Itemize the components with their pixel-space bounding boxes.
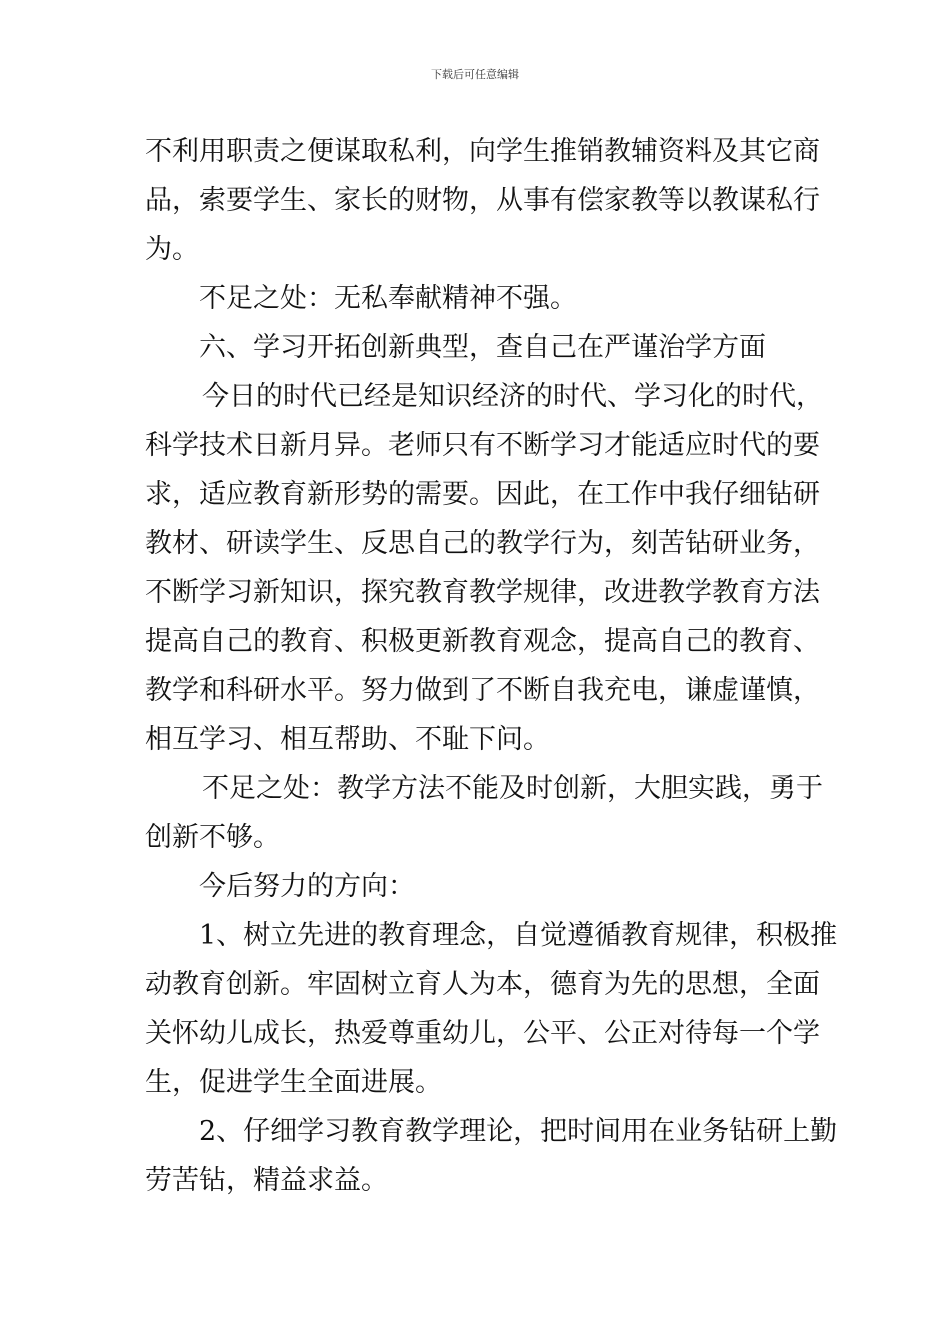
text-line: 关怀幼儿成长，热爱尊重幼儿，公平、公正对待每一个学 bbox=[145, 1018, 820, 1049]
text-line: 创新不够。 bbox=[145, 822, 280, 853]
text-line: 今后努力的方向： bbox=[199, 871, 415, 902]
text-line: 为。 bbox=[145, 234, 199, 265]
text-line: 求，适应教育新形势的需要。因此，在工作中我仔细钻研 bbox=[145, 479, 820, 510]
text-line: 动教育创新。牢固树立育人为本，德育为先的思想，全面 bbox=[145, 969, 820, 1000]
text-line: 不足之处：无私奉献精神不强。 bbox=[199, 283, 577, 314]
text-line: 不足之处：教学方法不能及时创新，大胆实践，勇于 bbox=[202, 773, 823, 804]
text-line: 2、仔细学习教育教学理论，把时间用在业务钻研上勤 bbox=[199, 1116, 838, 1147]
page-header: 下载后可任意编辑 bbox=[431, 68, 519, 81]
text-line: 不断学习新知识，探究教育教学规律，改进教学教育方法 bbox=[145, 577, 820, 608]
text-line: 教材、研读学生、反思自己的教学行为，刻苦钻研业务， bbox=[145, 528, 820, 559]
text-line: 今日的时代已经是知识经济的时代、学习化的时代， bbox=[202, 381, 823, 412]
text-line: 不利用职责之便谋取私利，向学生推销教辅资料及其它商 bbox=[145, 136, 820, 167]
text-line: 生，促进学生全面进展。 bbox=[145, 1067, 442, 1098]
document-body bbox=[145, 127, 838, 1205]
text-line: 品，索要学生、家长的财物，从事有偿家教等以教谋私行 bbox=[145, 185, 820, 216]
text-line: 1、树立先进的教育理念，自觉遵循教育规律，积极推 bbox=[199, 920, 838, 951]
text-line: 教学和科研水平。努力做到了不断自我充电，谦虚谨慎， bbox=[145, 675, 820, 706]
text-line: 相互学习、相互帮助、不耻下问。 bbox=[145, 724, 550, 755]
text-line: 劳苦钻，精益求益。 bbox=[145, 1165, 388, 1196]
text-line: 提高自己的教育、积极更新教育观念，提高自己的教育、 bbox=[145, 626, 820, 657]
text-line: 科学技术日新月异。老师只有不断学习才能适应时代的要 bbox=[145, 430, 820, 461]
section-heading: 六、学习开拓创新典型，查自己在严谨治学方面 bbox=[199, 332, 766, 363]
